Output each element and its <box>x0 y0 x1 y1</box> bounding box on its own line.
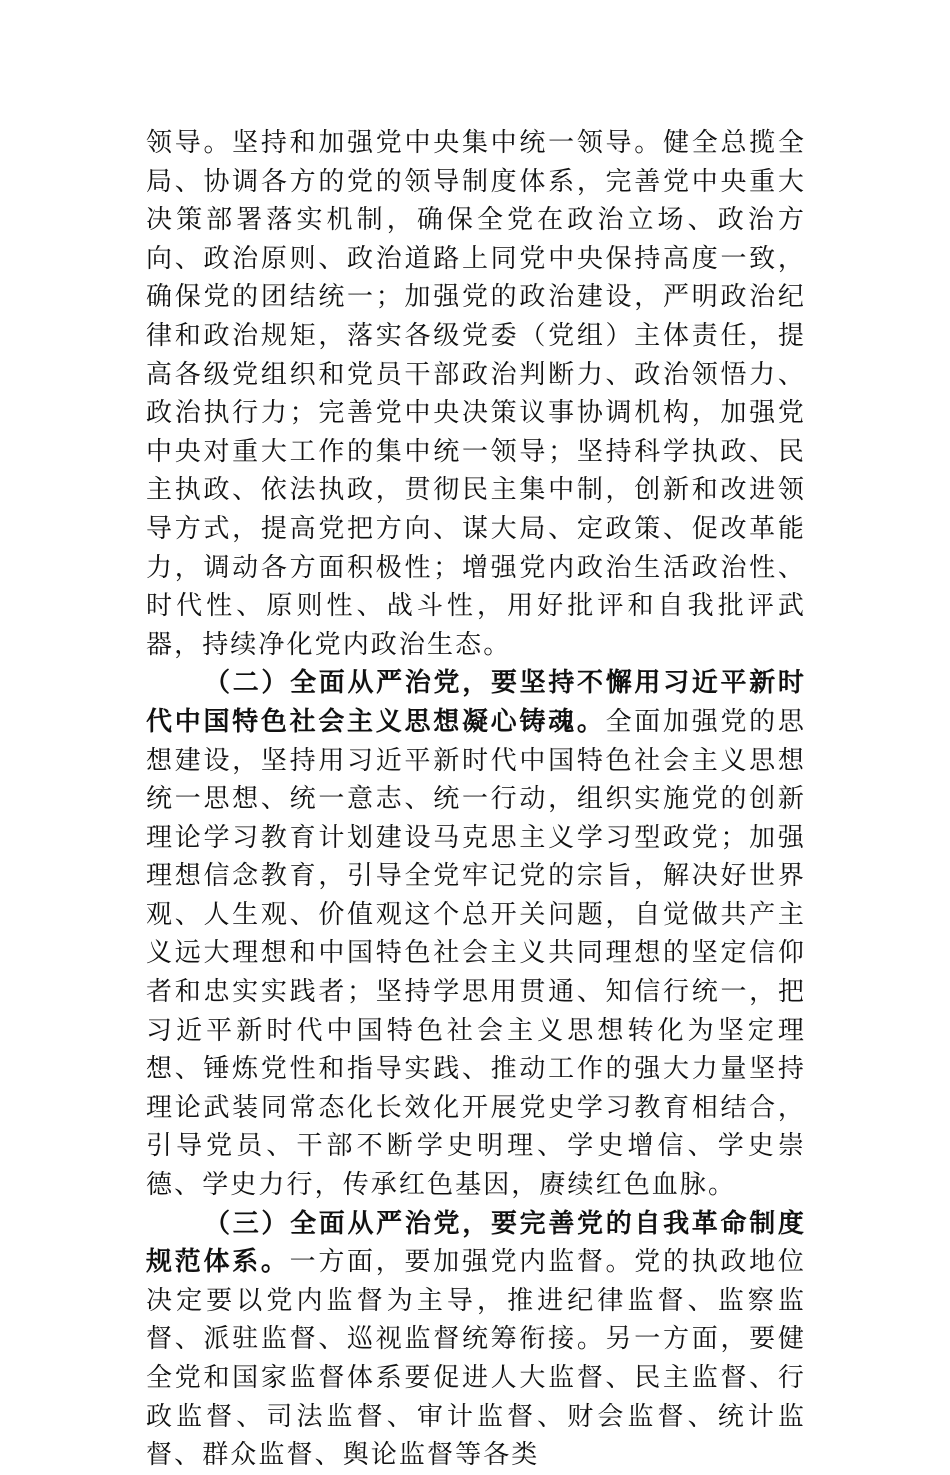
paragraph-3 <box>146 1205 806 1475</box>
paragraph-2-heading: （二）全面从严治党，要坚持不懈用习近平新时代中国特色社会主义思想凝心铸魂。 <box>146 668 806 737</box>
paragraph-3-text: 一方面，要加强党内监督。党的执政地位决定要以党内监督为主导，推进纪律监督、监察监督、派驻监督、巡视监督统筹衔接。另一方面，要健全党和国家监督体系要促进人大监督、民主监督、行政监督、司法监督、审计监督、财会监督、统计监督、群众监督、舆论监督等各类 <box>146 1247 806 1471</box>
paragraph-1-text: 领导。坚持和加强党中央集中统一领导。健全总揽全局、协调各方的党的领导制度体系，完善党中央重大决策部署落实机制，确保全党在政治立场、政治方向、政治原则、政治道路上同党中央保持高度一致，确保党的团结统一；加强党的政治建设，严明政治纪律和政治规矩，落实各级党委（党组）主体责任，提高各级党组织和党员干部政治判断力、政治领悟力、政治执行力；完善党中央决策议事协调机构，加强党中央对重大工作的集中统一领导；坚持科学执政、民主执政、依法执政，贯彻民主集中制，创新和改进领导方式，提高党把方向、谋大局、定政策、促改革能力，调动各方面积极性；增强党内政治生活政治性、时代性、原则性、战斗性，用好批评和自我批评武器，持续净化党内政治生态。 <box>146 128 806 660</box>
paragraph-2 <box>146 664 806 1204</box>
paragraph-3-heading: （三）全面从严治党，要完善党的自我革命制度规范体系。 <box>146 1208 806 1278</box>
document-body <box>146 124 806 1475</box>
paragraph-2-text: 全面加强党的思想建设，坚持用习近平新时代中国特色社会主义思想统一思想、统一意志、统一行动，组织实施党的创新理论学习教育计划建设马克思主义学习型政党；加强理想信念教育，引导全党牢记党的宗旨，解决好世界观、人生观、价值观这个总开关问题，自觉做共产主义远大理想和中国特色社会主义共同理想的坚定信仰者和忠实实践者；坚持学思用贯通、知信行统一，把习近平新时代中国特色社会主义思想转化为坚定理想、锤炼党性和指导实践、推动工作的强大力量坚持理论武装同常态化长效化开展党史学习教育相结合，引导党员、干部不断学史明理、学史增信、学史崇德、学史力行，传承红色基因，赓续红色血脉。 <box>146 706 806 1201</box>
paragraph-1 <box>146 124 806 664</box>
